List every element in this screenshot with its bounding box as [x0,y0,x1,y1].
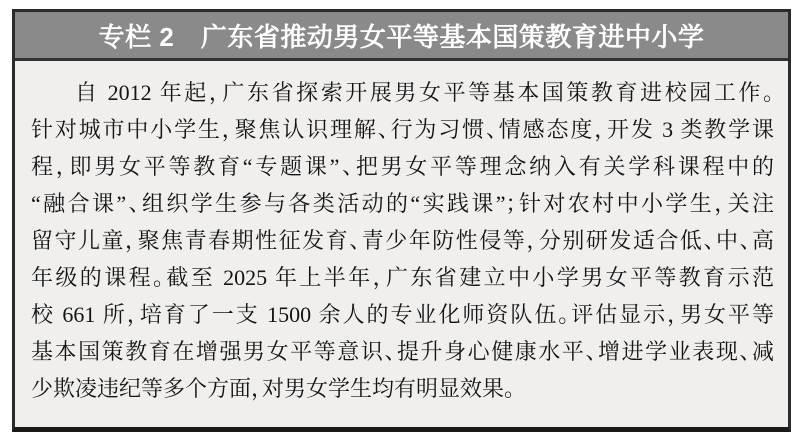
paragraph-line: 校 661 所，培育了一支 1500 余人的专业化师资队伍。评估显示，男女平等 [31,302,774,327]
column-box-body [15,61,788,407]
paragraph-line: 年级的课程。截至 2025 年上半年，广东省建立中小学男女平等教育示范 [31,265,774,290]
paragraph-line: 留守儿童，聚焦青春期性征发育、青少年防性侵等，分别研发适合低、中、高 [31,228,774,253]
paragraph-line: 程，即男女平等教育“专题课”、把男女平等理念纳入有关学科课程中的 [31,154,774,179]
paragraph-line: 针对城市中小学生，聚焦认识理解、行为习惯、情感态度，开发 3 类教学课 [31,117,774,142]
paragraph-line: 基本国策教育在增强男女平等意识、提升身心健康水平、增进学业表现、减 [31,339,774,364]
column-box-title: 专栏 2 广东省推动男女平等基本国策教育进中小学 [98,21,705,52]
paragraph-line: 自 2012 年起，广东省探索开展男女平等基本国策教育进校园工作。 [75,80,774,105]
column-box [12,9,791,432]
column-box-header [15,12,788,61]
paragraph-line: 少欺凌违纪等多个方面，对男女学生均有明显效果。 [31,376,516,401]
paragraph-line: “融合课”、组织学生参与各类活动的“实践课”；针对农村中小学生，关注 [31,191,774,216]
